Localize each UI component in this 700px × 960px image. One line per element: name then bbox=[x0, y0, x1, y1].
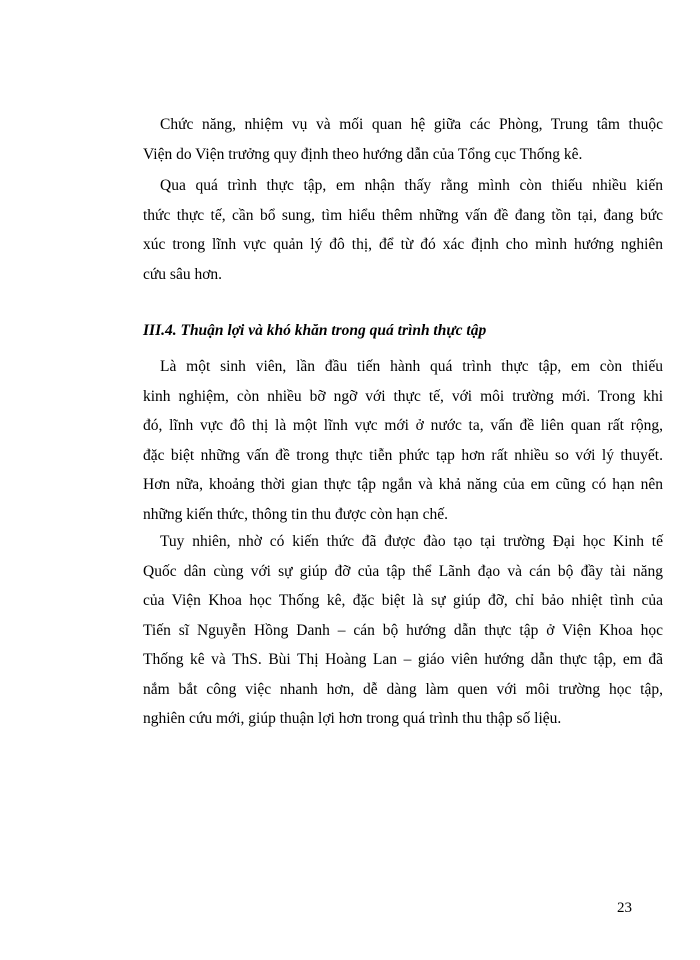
text-line: Hơn nữa, khoảng thời gian thực tập ngắn và khả năng của em cũng có hạn nên bbox=[143, 476, 663, 493]
text-line: kinh nghiệm, còn nhiều bỡ ngỡ với thực tế, với môi trường mới. Trong khi bbox=[143, 387, 663, 405]
text-line: xúc trong lĩnh vực quản lý đô thị, để từ đó xác định cho mình hướng nghiên bbox=[143, 236, 663, 253]
text-line: Chức năng, nhiệm vụ và mối quan hệ giữa các Phòng, Trung tâm thuộc bbox=[160, 116, 663, 133]
text-line: Tuy nhiên, nhờ có kiến thức đã được đào tạo tại trường Đại học Kinh tế bbox=[160, 533, 663, 550]
page-number: 23 bbox=[617, 900, 632, 916]
paragraph-roles-of-departments bbox=[143, 110, 663, 169]
text-line: cứu sâu hơn. bbox=[143, 265, 223, 283]
text-line: Qua quá trình thực tập, em nhận thấy rằng mình còn thiếu nhiều kiến bbox=[160, 177, 663, 194]
text-line: Thống kê và ThS. Bùi Thị Hoàng Lan – giáo viên hướng dẫn thực tập, em đã bbox=[143, 651, 663, 668]
text-line: đặc biệt những vấn đề trong thực tiễn phức tạp hơn rất nhiều so với lý thuyết. bbox=[143, 446, 663, 464]
paragraph-advantages bbox=[143, 527, 663, 734]
text-line: của Viện Khoa học Thống kê, đặc biệt là sự giúp đỡ, chỉ bảo nhiệt tình của bbox=[143, 592, 663, 609]
text-line: Viện do Viện trưởng quy định theo hướng dẫn của Tổng cục Thống kê. bbox=[143, 145, 583, 163]
section-heading: III.4. Thuận lợi và khó khăn trong quá trình thực tập bbox=[143, 322, 487, 339]
text-line: thức thực tế, cần bổ sung, tìm hiểu thêm những vấn đề đang tồn tại, đang bức bbox=[143, 206, 663, 224]
text-line: Quốc dân cùng với sự giúp đỡ của tập thể Lãnh đạo và cán bộ đầy tài năng bbox=[143, 562, 663, 580]
text-line: Là một sinh viên, lần đầu tiến hành quá trình thực tập, em còn thiếu bbox=[160, 358, 663, 375]
text-line: nghiên cứu mới, giúp thuận lợi hơn trong quá trình thu thập số liệu. bbox=[143, 710, 562, 727]
text-line: những kiến thức, thông tin thu được còn hạn chế. bbox=[143, 505, 449, 523]
text-line: đó, lĩnh vực đô thị là một lĩnh vực mới ở nước ta, vấn đề liên quan rất rộng, bbox=[143, 417, 663, 434]
paragraph-difficulties bbox=[143, 352, 663, 529]
paragraph-internship-reflection bbox=[143, 171, 663, 289]
text-line: nắm bắt công việc nhanh hơn, dễ dàng làm quen với môi trường học tập, bbox=[143, 680, 663, 698]
text-line: Tiến sĩ Nguyễn Hồng Danh – cán bộ hướng dẫn thực tập ở Viện Khoa học bbox=[143, 621, 663, 639]
